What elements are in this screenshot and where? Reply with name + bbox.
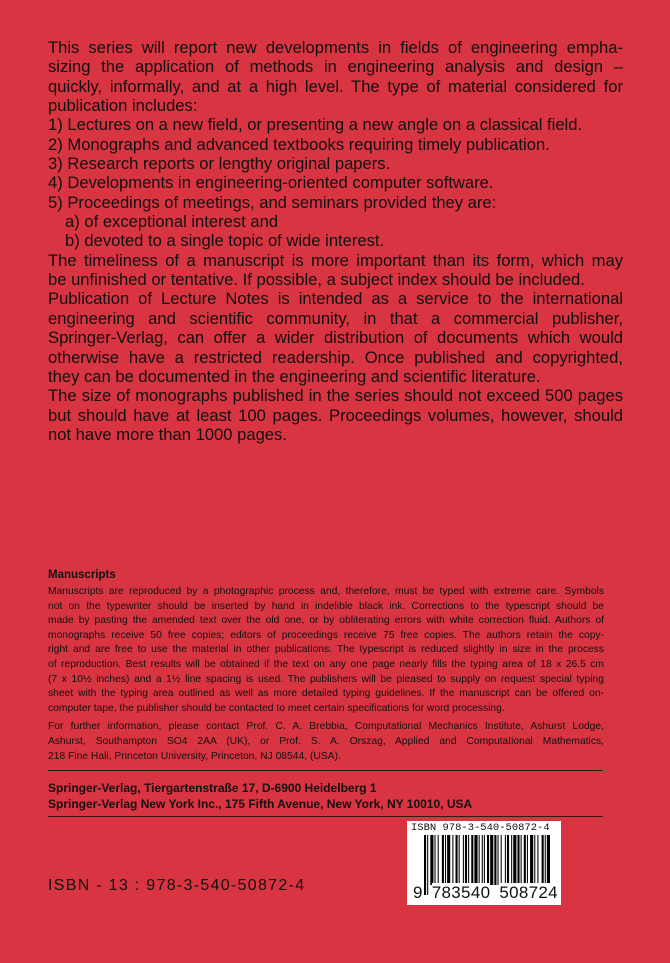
- barcode-number: [413, 883, 558, 903]
- text-line: otherwise have a restricted readership. Once published and copyrighted,: [48, 347, 623, 367]
- text-line: engineering and scientific community, in that a commercial publisher,: [48, 308, 623, 328]
- text-line: right and are free to use the material in other publications. The typescript is reduced slightly in size in the process: [48, 644, 604, 656]
- publisher-addresses: [48, 780, 472, 812]
- text-line: made by pasting the amended text over the old one, or by obliterating errors with white correction fluid. Authors of: [48, 615, 604, 627]
- text-line: 1) Lectures on a new field, or presenting a new angle on a classical field.: [48, 115, 583, 135]
- text-line: they can be documented in the engineering and scientific literature.: [48, 366, 541, 386]
- barcode-bar: [547, 835, 550, 885]
- barcode-bar: [537, 835, 538, 885]
- text-line: Publication of Lecture Notes is intended as a service to the international: [48, 289, 623, 309]
- barcode-bar: [501, 835, 502, 885]
- manuscripts-section: [48, 569, 604, 764]
- barcode-bar: [511, 835, 512, 885]
- barcode-bar: [487, 835, 489, 885]
- barcode-bar: [465, 835, 467, 885]
- text-line: a) of exceptional interest and: [65, 212, 279, 232]
- text-line: sheet with the typing area outlined as well as more detailed typing guidelines. If the manuscript can be offered on-: [48, 688, 604, 700]
- barcode-bar: [442, 835, 444, 885]
- barcode-bar: [474, 835, 477, 885]
- barcode-right-group: 508724: [499, 883, 558, 902]
- barcode-first-digit: 9: [413, 883, 423, 902]
- body-paragraph: [48, 251, 623, 444]
- barcode-bar: [527, 835, 528, 885]
- publication-types-list: [48, 115, 623, 212]
- text-line: but should have at least 100 pages. Proceedings volumes, however, should: [48, 405, 623, 425]
- intro-paragraph: [48, 38, 623, 115]
- barcode-bar: [530, 835, 533, 885]
- divider: [48, 770, 603, 771]
- barcode-bar: [468, 835, 469, 885]
- text-line: The timeliness of a manuscript is more important than its form, which may: [48, 250, 623, 270]
- barcode-bar: [505, 835, 506, 885]
- text-line: 2) Monographs and advanced textbooks requiring timely publication.: [48, 134, 550, 154]
- barcode-bar: [542, 835, 544, 885]
- text-line: Ashurst, Southampton SO4 2AA (UK), or Prof. S. A. Orszag, Applied and Computational Mathematics,: [48, 735, 604, 747]
- manuscripts-heading: Manuscripts: [48, 569, 116, 581]
- barcode-bar: [447, 835, 450, 885]
- barcode-isbn: ISBN 978-3-540-50872-4: [411, 822, 550, 834]
- text-line: Springer-Verlag, can offer a wider distribution of documents which would: [48, 328, 623, 348]
- barcode-left-group: 783540: [431, 883, 491, 902]
- text-line: not on the typewriter should be inserted by hand in indelible black ink. Corrections to the typescript should be: [48, 600, 604, 612]
- barcode-bar: [459, 835, 460, 885]
- text-line: 4) Developments in engineering-oriented computer software.: [48, 173, 494, 193]
- barcode-bar: [490, 835, 493, 885]
- contact-text: [48, 720, 604, 764]
- conditions-list: [48, 212, 623, 251]
- barcode-bar: [513, 835, 516, 885]
- barcode-bar: [463, 835, 464, 885]
- barcode-bar: [452, 835, 453, 885]
- text-line: computer tape, the publisher should be contacted to meet certain specifications for word processing.: [48, 702, 505, 714]
- barcode-bar: [445, 835, 446, 885]
- text-line: b) devoted to a single topic of wide interest.: [65, 231, 385, 251]
- barcode-bar: [484, 835, 485, 885]
- barcode-bar: [545, 835, 546, 885]
- barcode-bar: [438, 835, 439, 885]
- barcode-bar: [521, 835, 522, 885]
- barcode-bar: [456, 835, 458, 885]
- barcode-bar: [498, 835, 499, 885]
- barcode-bar: [430, 835, 433, 885]
- text-line: be unfinished or tentative. If possible, a subject index should be included.: [48, 270, 585, 290]
- text-line: publication includes:: [48, 96, 198, 116]
- text-line: Manuscripts are reproduced by a photographic process and, therefore, must be typed with extreme care. Symbols: [48, 586, 604, 597]
- address-heidelberg: Springer-Verlag, Tiergartenstraße 17, D-6900 Heidelberg 1: [48, 781, 377, 795]
- barcode-bar: [507, 835, 509, 885]
- text-line: quickly, informally, and at a high level. The type of material considered for: [48, 76, 623, 96]
- text-line: sizing the application of methods in engineering analysis and design –: [48, 57, 623, 77]
- text-line: The size of monographs published in the series should not exceed 500 pages: [48, 386, 623, 406]
- divider: [48, 816, 603, 817]
- barcode-bar: [482, 835, 483, 885]
- text-line: 218 Fine Hall, Princeton University, Princeton, NJ 08544, (USA).: [48, 750, 341, 762]
- series-description: [48, 38, 623, 444]
- text-line: of reproduction. Best results will be obtained if the text on any one page nearly fills the typing area of 18 x 26.5 cm: [48, 658, 604, 670]
- barcode-bar: [517, 835, 519, 885]
- text-line: 5) Proceedings of meetings, and seminars provided they are:: [48, 192, 497, 212]
- barcode-bar: [494, 835, 496, 885]
- text-line: monographs receive 50 free copies; editors of proceedings receive 75 free copies. The authors retain the copy-: [48, 629, 604, 641]
- manuscripts-text: [48, 585, 604, 716]
- barcode-bar: [534, 835, 535, 885]
- barcode: [407, 821, 561, 905]
- isbn-13: ISBN - 13 : 978-3-540-50872-4: [48, 877, 306, 894]
- text-line: 3) Research reports or lengthy original papers.: [48, 154, 391, 174]
- text-line: For further information, please contact Prof. C. A. Brebbia, Computational Mechanics Institute, Ashurst Lodge,: [48, 721, 604, 733]
- text-line: not have more than 1000 pages.: [48, 424, 287, 444]
- barcode-bar: [479, 835, 480, 885]
- barcode-bar: [471, 835, 473, 885]
- barcode-bar: [435, 835, 436, 885]
- text-line: (7 x 10½ inches) and a 1½ line spacing is used. The publishers will be pleased to supply on request special typing: [48, 673, 604, 685]
- address-new-york: Springer-Verlag New York Inc., 175 Fifth Avenue, New York, NY 10010, USA: [48, 797, 473, 811]
- text-line: This series will report new developments in fields of engineering empha-: [48, 38, 623, 57]
